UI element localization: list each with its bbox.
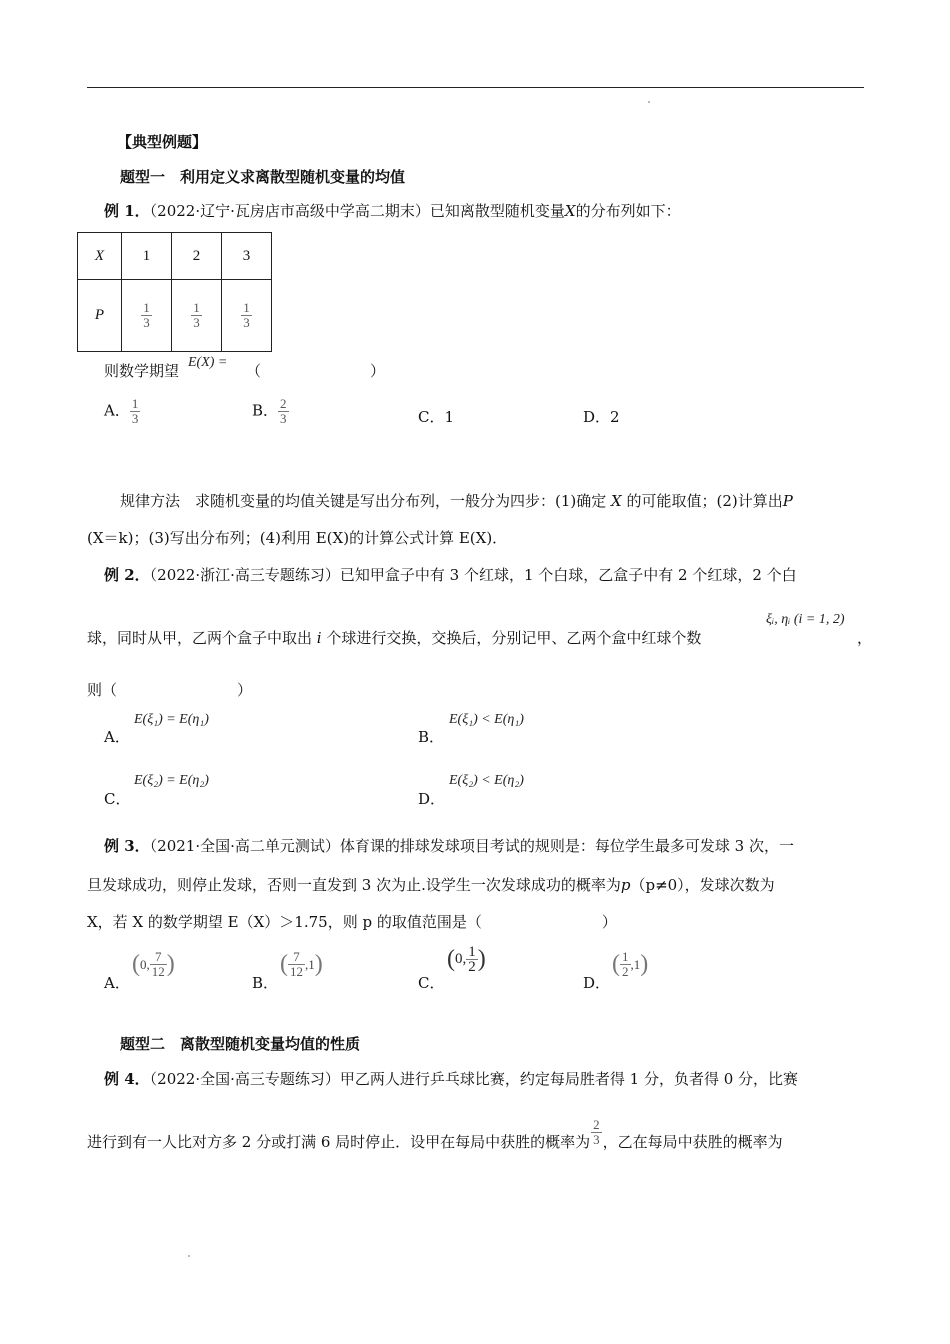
option-b: B． $\frac{2}{3}$ <box>252 396 287 426</box>
table-header-cell: X <box>78 233 122 280</box>
answer-paren-open: （ <box>246 362 262 380</box>
option-d: D． <box>583 974 611 992</box>
expectation-expr: E(X) = <box>188 355 228 370</box>
distribution-table <box>77 232 272 352</box>
option-b: B． <box>418 728 445 746</box>
example-3-line-1: 例 3．（2021·全国·高二单元测试）体育课的排球发球项目考试的规则是：每位学生最多可发球 3 次，一 <box>104 837 794 855</box>
option-a: A． $\frac{1}{3}$ <box>104 396 139 426</box>
dot-mark <box>188 1255 190 1257</box>
option-a: A． <box>104 974 130 992</box>
dot-mark <box>648 101 650 103</box>
example-4-line-2: 进行到有一人比对方多 2 分或打满 6 局时停止．设甲在每局中获胜的概率为 $\frac{2}{3}$ ，乙在每局中获胜的概率为 <box>87 1116 783 1151</box>
type-two-title: 题型二 离散型随机变量均值的性质 <box>120 1035 361 1053</box>
option-b-expr: E(ξ₁) < E(η₁) <box>449 712 524 727</box>
example-3-line-3: X，若 X 的数学期望 E（X）＞1.75，则 p 的取值范围是（ ） <box>87 913 617 931</box>
option-a-interval: ( 0, $\frac{7}{12}$ ) <box>132 949 175 979</box>
option-c: C． <box>418 974 445 992</box>
comma: ， <box>857 629 873 647</box>
option-d: D．2 <box>583 408 620 426</box>
example-1-stem: 例 1．（2022·辽宁·瓦房店市高级中学高二期末）已知离散型随机变量X的分布列如下： <box>104 202 681 220</box>
type-one-title: 题型一 利用定义求离散型随机变量的均值 <box>120 168 406 186</box>
table-cell: $\frac{1}{3}$ <box>172 280 222 352</box>
example-2-line-3: 则（ ） <box>87 681 253 699</box>
table-header-cell: 3 <box>222 233 272 280</box>
option-d-expr: E(ξ₂) < E(η₂) <box>449 773 524 788</box>
option-a-expr: E(ξ₁) = E(η₁) <box>134 712 209 727</box>
option-b: B． <box>252 974 279 992</box>
method-line-2: (X＝k)；(3)写出分布列；(4)利用 E(X)的计算公式计算 E(X)． <box>87 529 508 547</box>
option-c: C． <box>104 790 131 808</box>
method-line-1: 规律方法 求随机变量的均值关键是写出分布列，一般分为四步：(1)确定 X 的可能取值；(2)计算出P <box>120 492 793 510</box>
example-2-line-1: 例 2．（2022·浙江·高三专题练习）已知甲盒子中有 3 个红球，1 个白球，乙盒子中有 2 个红球，2 个白 <box>104 566 797 584</box>
option-a: A． <box>104 728 130 746</box>
header-rule <box>87 87 864 88</box>
example-2-line-2: 球，同时从甲，乙两个盒子中取出 i 个球进行交换，交换后，分别记甲、乙两个盒中红球个数 <box>87 629 702 647</box>
option-c: C．1 <box>418 408 455 426</box>
xi-eta-expr: ξᵢ, ηᵢ (i = 1, 2) <box>766 612 845 627</box>
answer-paren-close: ） <box>370 362 386 380</box>
example-3-line-2: 旦发球成功，则停止发球，否则一直发到 3 次为止.设学生一次发球成功的概率为p（p≠0），发球次数为 <box>87 876 775 894</box>
table-cell: $\frac{1}{3}$ <box>122 280 172 352</box>
option-d-interval: ( $\frac{1}{2}$ ,1 ) <box>612 949 649 979</box>
table-header-cell: 2 <box>172 233 222 280</box>
option-c-interval: ( 0, $\frac{1}{2}$ ) <box>447 944 486 975</box>
example-1-question: 则数学期望 <box>104 362 180 380</box>
table-header-cell: 1 <box>122 233 172 280</box>
option-b-interval: ( $\frac{7}{12}$ ,1 ) <box>280 949 323 979</box>
table-cell: $\frac{1}{3}$ <box>222 280 272 352</box>
section-heading: 【典型例题】 <box>117 133 208 151</box>
option-c-expr: E(ξ₂) = E(η₂) <box>134 773 209 788</box>
option-d: D． <box>418 790 446 808</box>
table-row-label: P <box>78 280 122 352</box>
example-4-line-1: 例 4．（2022·全国·高三专题练习）甲乙两人进行乒乓球比赛，约定每局胜者得 1 分，负者得 0 分，比赛 <box>104 1070 799 1088</box>
